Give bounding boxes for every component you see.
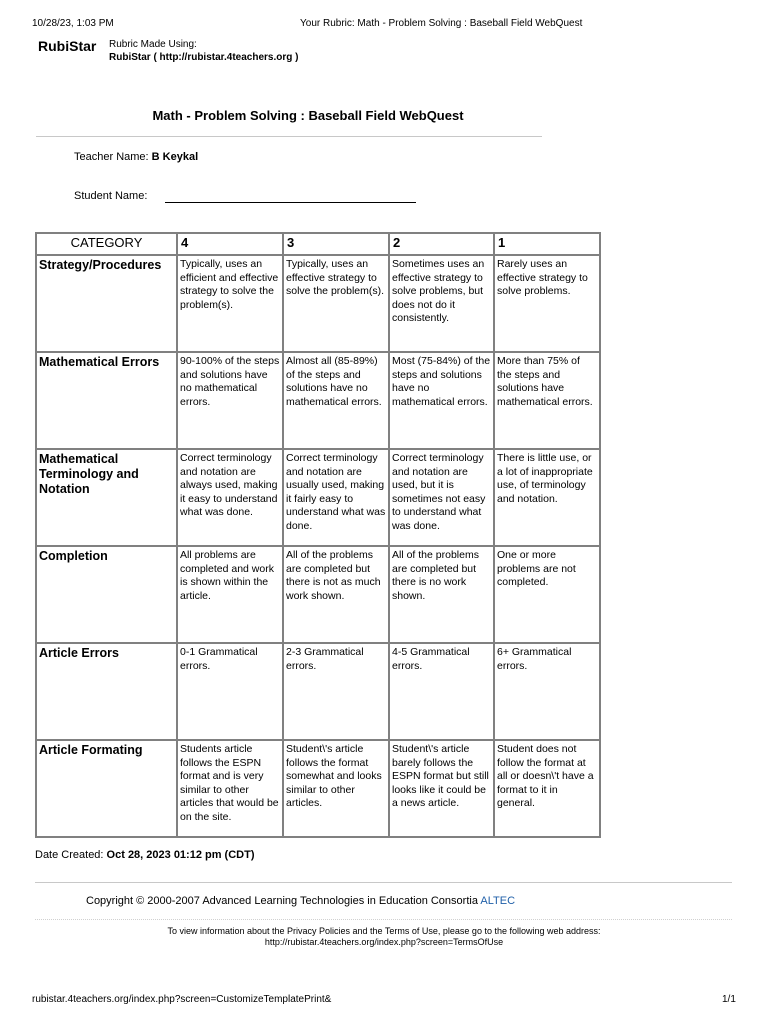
rubric-cell: 6+ Grammatical errors. [494,643,600,740]
header-score-1: 1 [494,233,600,255]
rubric-cell: Student\'s article follows the format somewhat and looks similar to other articles. [283,740,389,837]
copyright [86,895,515,907]
rubric-cell: 90-100% of the steps and solutions have no mathematical errors. [177,352,283,449]
rubric-cell: Rarely uses an effective strategy to solve problems. [494,255,600,352]
rubistar-link[interactable]: RubiStar ( http://rubistar.4teachers.org ) [109,52,299,63]
terms-url[interactable]: http://rubistar.4teachers.org/index.php?screen=TermsOfUse [264,937,504,947]
rubric-cell: All problems are completed and work is shown within the article. [177,546,283,643]
table-row [36,352,600,449]
row-category: Strategy/Procedures [36,255,177,352]
rubric-cell: Correct terminology and notation are always used, making it easy to understand what was done. [177,449,283,546]
date-created [35,849,255,861]
print-page-title: Your Rubric: Math - Problem Solving : Baseball Field WebQuest [300,18,583,29]
rubric-cell: 4-5 Grammatical errors. [389,643,494,740]
footer-divider [35,882,732,883]
rubric-cell: Sometimes uses an effective strategy to solve problems, but does not do it consistently. [389,255,494,352]
rubric-cell: All of the problems are completed but there is not as much work shown. [283,546,389,643]
rubric-cell: One or more problems are not completed. [494,546,600,643]
rubric-cell: 2-3 Grammatical errors. [283,643,389,740]
date-created-label: Date Created: [35,849,104,861]
terms-line: To view information about the Privacy Policies and the Terms of Use, please go to the following web address: [167,926,601,936]
student-label: Student Name: [74,190,148,202]
teacher-value: B Keykal [151,151,199,163]
table-row [36,449,600,546]
rubric-cell: Almost all (85-89%) of the steps and solutions have no mathematical errors. [283,352,389,449]
rubistar-logo: RubiStar [38,38,97,54]
rubric-cell: Correct terminology and notation are usually used, making it fairly easy to understand what was done. [283,449,389,546]
rubric-cell: There is little use, or a lot of inappropriate use, of terminology and notation. [494,449,600,546]
rubric-cell: All of the problems are completed but there is no work shown. [389,546,494,643]
rubric-cell: Typically, uses an efficient and effective strategy to solve the problem(s). [177,255,283,352]
row-category: Completion [36,546,177,643]
made-using-label: Rubric Made Using: [109,39,197,50]
teacher-name [74,151,198,163]
rubric-cell: 0-1 Grammatical errors. [177,643,283,740]
table-row [36,643,600,740]
header-score-3: 3 [283,233,389,255]
rubric-cell: Students article follows the ESPN format and is very similar to other articles that would be on the site. [177,740,283,837]
title-divider [36,136,542,137]
date-created-value: Oct 28, 2023 01:12 pm (CDT) [106,849,255,861]
terms-notice [0,926,768,948]
rubric-cell: Student does not follow the format at all or doesn\'t have a format to it in general. [494,740,600,837]
rubric-cell: Student\'s article barely follows the ESPN format but still looks like it could be a news article. [389,740,494,837]
rubric-cell: Correct terminology and notation are used, but it is sometimes not easy to understand what was done. [389,449,494,546]
rubric-cell: Most (75-84%) of the steps and solutions have no mathematical errors. [389,352,494,449]
print-footer-url: rubistar.4teachers.org/index.php?screen=CustomizeTemplatePrint& [32,994,332,1005]
print-datetime: 10/28/23, 1:03 PM [32,18,114,29]
made-using-block [109,38,298,64]
teacher-label: Teacher Name: [74,151,149,163]
row-category: Mathematical Errors [36,352,177,449]
footer-dotted-divider [35,919,732,920]
page-title: Math - Problem Solving : Baseball Field WebQuest [152,108,464,123]
row-category: Article Errors [36,643,177,740]
table-row [36,255,600,352]
header-score-2: 2 [389,233,494,255]
row-category: Article Formating [36,740,177,837]
row-category: Mathematical Terminology and Notation [36,449,177,546]
altec-link[interactable]: ALTEC [480,895,516,907]
header-score-4: 4 [177,233,283,255]
print-page-number: 1/1 [722,994,736,1005]
rubric-cell: More than 75% of the steps and solutions have mathematical errors. [494,352,600,449]
table-row [36,740,600,837]
rubric-table [35,232,601,838]
table-row [36,546,600,643]
rubric-header-row [36,233,600,255]
copyright-text: Copyright © 2000-2007 Advanced Learning Technologies in Education Consortia [86,895,478,907]
student-name [74,190,147,202]
student-name-blank [165,202,416,203]
rubric-cell: Typically, uses an effective strategy to solve the problem(s). [283,255,389,352]
header-category: CATEGORY [36,233,177,255]
